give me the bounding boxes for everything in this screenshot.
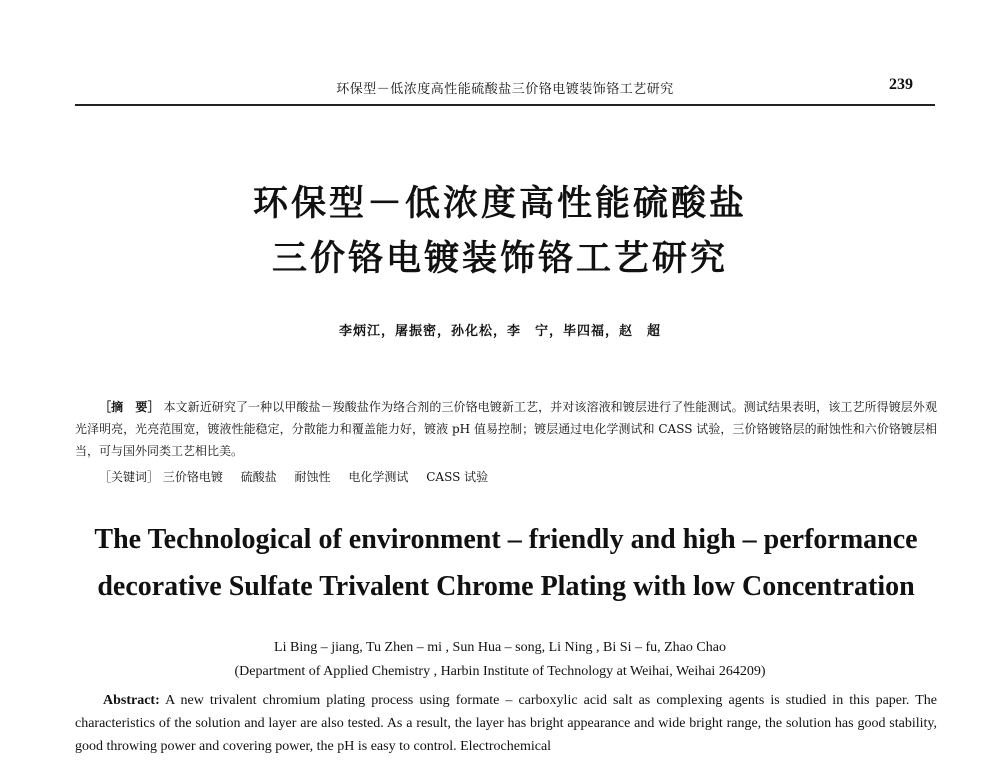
english-abstract-text: A new trivalent chromium plating process using formate – carboxylic acid salt as complexing agents is studied in this paper. The characteristics of the solution and layer are also tested. As a result, the layer has bright appearance and wide bright range, the solution has good stability, good throwing power and covering power, the pH is easy to control. Electrochemical (75, 693, 938, 754)
english-authors: Li Bing – jiang, Tu Zhen – mi , Sun Hua – song, Li Ning , Bi Si – fu, Zhao Chao (274, 640, 726, 655)
chinese-title-line-2: 三价铬电镀装饰铬工艺研究 (271, 238, 728, 279)
english-affiliation: (Department of Applied Chemistry , Harbin Institute of Technology at Weihai, Weihai 264209) (234, 664, 766, 679)
running-title: 环保型－低浓度高性能硫酸盐三价铬电镀装饰铬工艺研究 (336, 82, 674, 97)
keyword: 耐蚀性 (294, 470, 331, 484)
chinese-abstract (75, 396, 937, 462)
chinese-keywords (99, 466, 939, 488)
keyword: 三价铬电镀 (162, 470, 223, 484)
chinese-abstract-text: 本文新近研究了一种以甲酸盐－羧酸盐作为络合剂的三价铬电镀新工艺，并对该溶液和镀层进行了性能测试。测试结果表明，该工艺所得镀层外观光泽明亮，光亮范围宽，镀液性能稳定，分散能力和覆盖能力好，镀液 pH 值易控制；镀层通过电化学测试和 CASS 试验，三价铬镀铬层的耐蚀性和六价铬镀层相当，可与国外同类工艺相比美。 (75, 400, 937, 458)
keyword: CASS 试验 (426, 470, 489, 484)
keyword: 硫酸盐 (240, 470, 277, 484)
chinese-authors: 李炳江，屠振密，孙化松，李 宁，毕四福，赵 超 (338, 324, 661, 339)
running-header (75, 72, 935, 106)
chinese-abstract-label: ［摘 要］ (99, 400, 160, 414)
english-abstract (75, 689, 937, 758)
english-title-line-2: decorative Sulfate Trivalent Chrome Plating with low Concentration (97, 571, 915, 602)
keyword: 电化学测试 (348, 470, 409, 484)
english-title-line-1: The Technological of environment – friendly and high – performance (94, 524, 918, 555)
english-abstract-label: Abstract: (103, 693, 160, 708)
chinese-title-line-1: 环保型－低浓度高性能硫酸盐 (252, 183, 747, 224)
chinese-keywords-label: ［关键词］ (99, 470, 160, 484)
page-number: 239 (889, 76, 913, 93)
